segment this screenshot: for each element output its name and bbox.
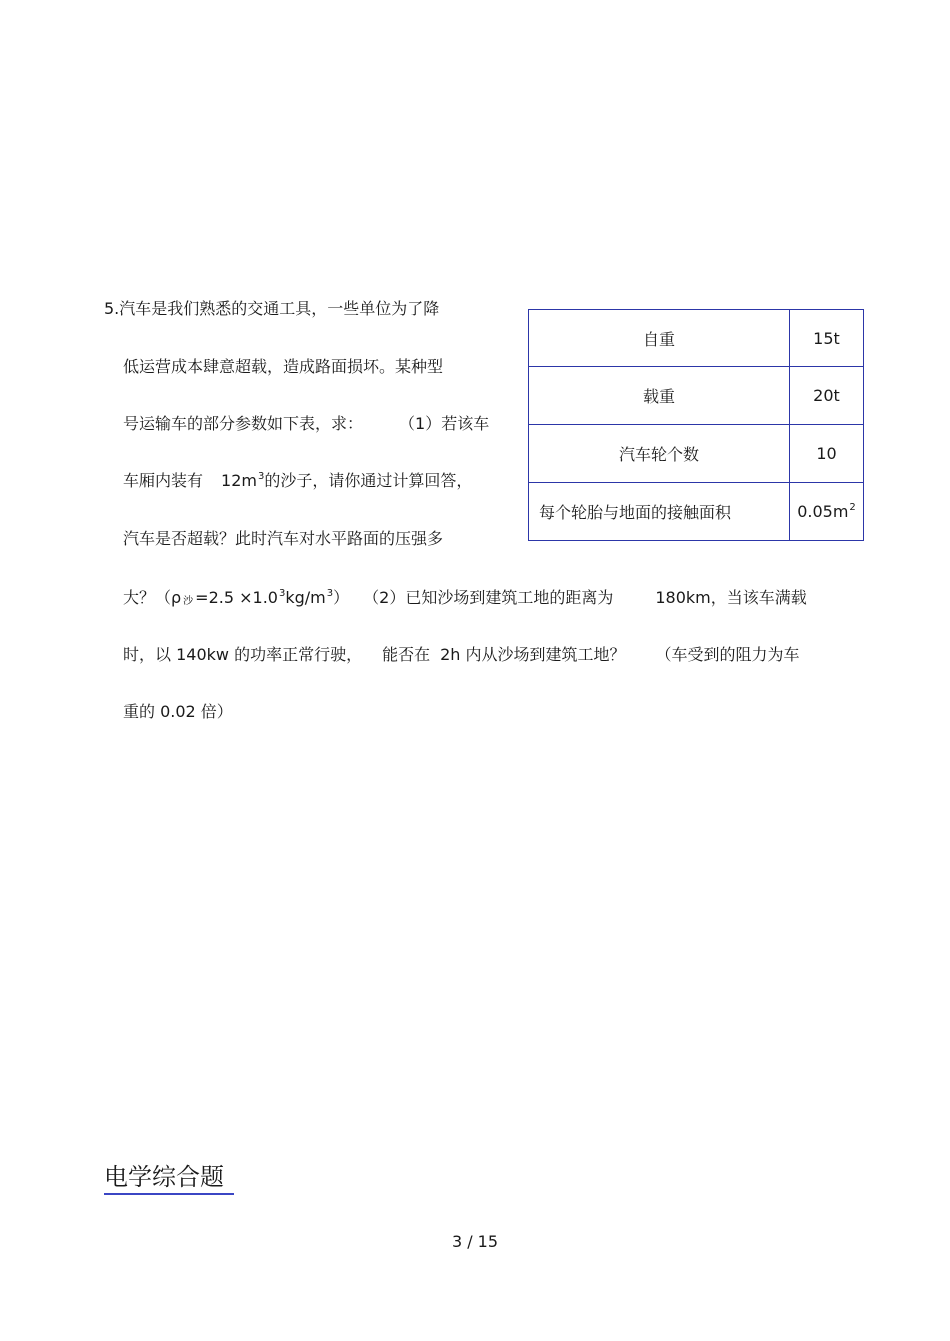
table-row	[529, 425, 864, 483]
problem-line-6: 大？（ρ 沙 $=2.5 \times 1.0^3kg/m^3$） （2）已知沙场到建筑工地的距离为 180km，当该车满载	[123, 588, 807, 607]
table-row	[529, 367, 864, 425]
table-cell-value: $0.05m^2$	[790, 483, 864, 541]
table-cell-label: 载重	[529, 367, 790, 425]
table-row	[529, 310, 864, 367]
problem-line-7: 时，以 140kw 的功率正常行驶， 能否在 2h 内从沙场到建筑工地？ （车受到的阻力为车	[123, 645, 800, 664]
problem-line-1: 5.汽车是我们熟悉的交通工具，一些单位为了降	[104, 299, 440, 318]
problem-line-8: 重的 0.02 倍）	[123, 702, 233, 721]
table-cell-label: 每个轮胎与地面的接触面积	[529, 483, 790, 541]
table-cell-label: 自重	[529, 310, 790, 367]
table-cell-value: 10	[790, 425, 864, 483]
problem-line-2: 低运营成本肆意超载，造成路面损坏。某种型	[123, 357, 444, 376]
table-cell-value: 15t	[790, 310, 864, 367]
table-row	[529, 483, 864, 541]
table-cell-label: 汽车轮个数	[529, 425, 790, 483]
problem-line-5: 汽车是否超载？此时汽车对水平路面的压强多	[123, 529, 444, 548]
problem-line-3: 号运输车的部分参数如下表，求： （1）若该车	[123, 414, 490, 433]
table-cell-value: 20t	[790, 367, 864, 425]
page-number: 3 / 15	[451, 1232, 499, 1251]
problem-line-4: 车厢内装有 $12m^3$的沙子，请你通过计算回答，	[123, 471, 473, 490]
truck-parameters-table	[528, 309, 864, 541]
problem-number: 5.	[104, 299, 120, 318]
section-title: 电学综合题	[104, 1157, 234, 1195]
